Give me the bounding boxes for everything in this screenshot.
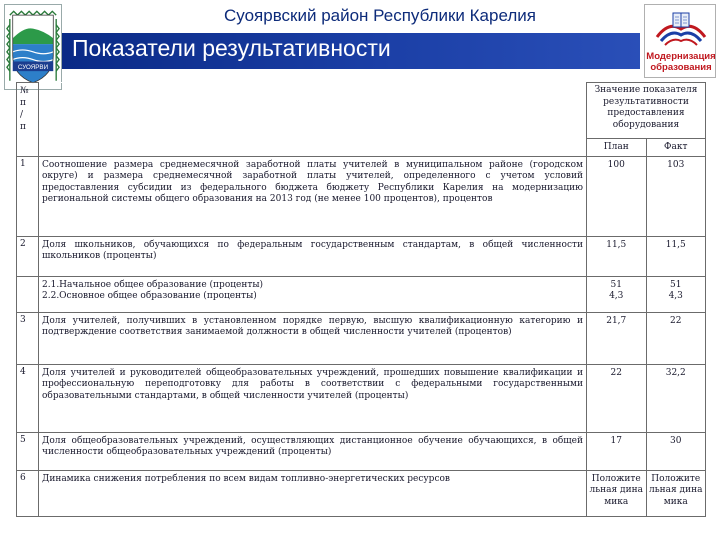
row-fact: Положительная динамика — [646, 471, 706, 517]
coat-of-arms-icon — [5, 5, 61, 89]
row-plan: 51 4,3 — [587, 277, 647, 313]
table-row — [17, 471, 706, 517]
table-row — [17, 365, 706, 433]
logo-line-1: Модернизация — [646, 51, 716, 62]
row-number: 2 — [17, 237, 39, 277]
row-description: Динамика снижения потребления по всем видам топливно-энергетических ресурсов — [39, 471, 587, 517]
row-plan: 100 — [587, 157, 647, 237]
region-title: Суоярвский район Республики Карелия — [224, 6, 536, 25]
row-number — [17, 277, 39, 313]
row-plan: 21,7 — [587, 313, 647, 365]
row-description — [39, 277, 587, 313]
row-number: 1 — [17, 157, 39, 237]
column-header-fact: Факт — [646, 138, 706, 156]
table-row — [17, 157, 706, 237]
modernization-logo — [644, 4, 716, 78]
emblem-label: СУОЯРВИ — [17, 64, 49, 72]
row-fact: 11,5 — [646, 237, 706, 277]
row-fact: 22 — [646, 313, 706, 365]
row-number: 5 — [17, 433, 39, 471]
column-header-number: № п / п — [17, 83, 39, 157]
row-plan: 17 — [587, 433, 647, 471]
row-fact: 51 4,3 — [646, 277, 706, 313]
table-row — [17, 237, 706, 277]
table-header-row — [17, 83, 706, 139]
row-number: 6 — [17, 471, 39, 517]
column-header-description — [39, 83, 587, 157]
coat-of-arms-emblem — [4, 4, 62, 90]
subrow-basic-education: 2.2.Основное общее образование (проценты) — [42, 291, 257, 302]
table-row — [17, 313, 706, 365]
table-row — [17, 277, 706, 313]
row-plan: Положительная динамика — [587, 471, 647, 517]
open-book-icon — [651, 7, 711, 51]
row-plan: 22 — [587, 365, 647, 433]
subrow-primary-education: 2.1.Начальное общее образование (проценты) — [42, 280, 264, 290]
row-fact: 30 — [646, 433, 706, 471]
row-plan: 11,5 — [587, 237, 647, 277]
row-description: Доля учителей и руководителей общеобразовательных учреждений, прошедших повышение квалификации и профессиональную переподготовку для работы в соответствии с федеральными государственными образовательными стандартами, в общей численности учителей (проценты) — [39, 365, 587, 433]
row-number: 4 — [17, 365, 39, 433]
table-row — [17, 433, 706, 471]
row-fact: 32,2 — [646, 365, 706, 433]
column-header-plan: План — [587, 138, 647, 156]
row-description: Соотношение размера среднемесячной заработной платы учителей в муниципальном районе (городском округе) и размера среднемесячной заработной платы учителей, определенного с учетом условий предоставления субсидии из федерального бюджета бюджету Республики Карелия на модернизацию региональной системы общего образования на 2013 год (не менее 100 процентов), процентов — [39, 157, 587, 237]
row-description: Доля школьников, обучающихся по федеральным государственным стандартам, в общей численности школьников (проценты) — [39, 237, 587, 277]
row-description: Доля учителей, получивших в установленном порядке первую, высшую квалификационную категорию и подтверждение соответствия занимаемой должности в общей численности учителей (процентов) — [39, 313, 587, 365]
row-fact: 103 — [646, 157, 706, 237]
logo-line-2: образования — [650, 62, 712, 73]
row-number: 3 — [17, 313, 39, 365]
column-header-value: Значение показателя результативности предоставления оборудования — [587, 83, 706, 139]
page-title: Показатели результативности — [72, 35, 391, 61]
indicators-table — [16, 82, 706, 517]
row-description: Доля общеобразовательных учреждений, осуществляющих дистанционное обучение обучающихся, в общей численности общеобразовательных учреждений (проценты) — [39, 433, 587, 471]
